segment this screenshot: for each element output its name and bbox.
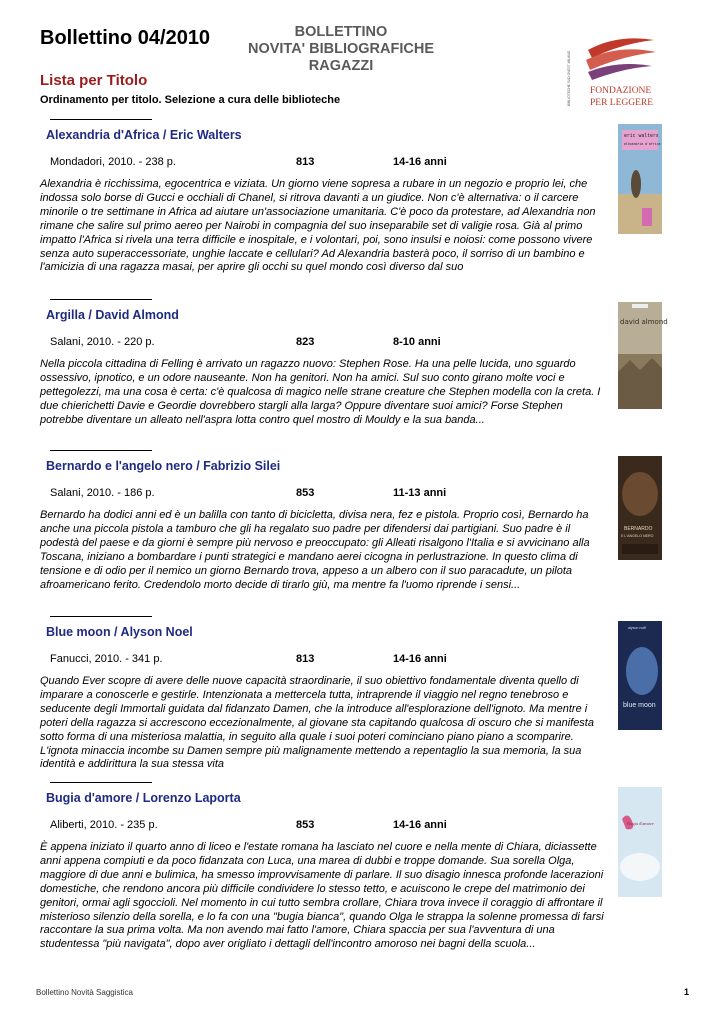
list-subtitle: Ordinamento per titolo. Selezione a cura delle biblioteche — [40, 94, 341, 106]
age-range: 14-16 anni — [393, 156, 447, 168]
publisher-info: Fanucci, 2010. - 341 p. — [50, 653, 163, 665]
publisher-info: Salani, 2010. - 220 p. — [50, 336, 155, 348]
logo-line-2: PER LEGGERE — [590, 98, 654, 108]
classification-code: 813 — [296, 653, 315, 665]
bollettino-line-3: RAGAZZI — [308, 58, 374, 74]
book-description: Nella piccola cittadina di Felling è arrivato un ragazzo nuovo: Stephen Rose. Ha una pelle lucida, uno sguardo ossessivo, ipnotico, e un odore nauseante. Non ha genitori. Non ha amici. Sul suo conto girano molte voci e pettegolezzi, ma una cosa è certa: c'è qualcosa di magico nelle strane creature che Stephen modella con la creta. I due chierichetti Davie e Geordie dovrebbero stargli alla larga? Oppure diventare suoi amici? Forse Stephen potrebbe diventare un alleato nell'aspra lotta contro quel mostro di Mouldy e la sua banda... — [40, 358, 601, 426]
book-title: Bernardo e l'angelo nero / Fabrizio Silei — [46, 459, 281, 473]
bollettino-line-1: BOLLETTINO — [294, 24, 388, 40]
cover-text: E L'ANGELO NERO — [621, 534, 654, 538]
age-range: 14-16 anni — [393, 653, 447, 665]
book-cover — [618, 302, 668, 409]
cover-text: Bugia d'amore — [627, 821, 654, 826]
bollettino-heading — [238, 24, 444, 75]
book-description: È appena iniziato il quarto anno di liceo e l'estate romana ha lasciato nel cuore e nella mente di Chiara, diciassette anni appena compiuti e da poco fidanzata con Luca, una marea di dubbi e troppe domande. Sua sorella Olga, maggiore di due anni e bulimica, ha smesso improvvisamente di parlare. Il suo disagio innesca profonde lacerazioni domestiche, che rendono ancora più difficile condividere lo stesso tetto, e acuiscono le crepe del matrimonio dei genitori, ormai agli sgoccioli. Nel momento in cui tutto sembra crollare, Chiara trova invece il coraggio di affrontare il misterioso silenzio della sorella, e lo fa con una "bugia bianca", quando Olga le strappa la solenne promessa di farsi raccontare la sua prima volta. Ma non avendo mai fatto l'amore, Chiara spaccia per sua l'avventura di una studentessa "più navigata", dopo aver origliato i dettagli dell'incontro amoroso nei bagni della scuola... — [40, 841, 604, 951]
book-description: Alexandria è ricchissima, egocentrica e viziata. Un giorno viene sopresa a rubare in un negozio e proprio lei, che indossa solo borse di Gucci e occhiali di Chanel, si ritrova davanti a un giudice. Non c'è alternativa: o il carcere minorile o tre settimane in Africa ad aiutare un'associazione umanitaria. C'è poco da protestare, ad Alexandria non rimane che salire sul primo aereo per Nairobi in compagnia del suo inseparabile set di valigie rosa. Già al primo impatto l'Africa si rivela una terra difficile e inospitale, e i volontari, poi, sono insulsi e noiosi: come possono vivere senza auto superaccessoriate, unghie laccate e cellulari? Ad Alexandria basterà poco, il sorriso di un bambino e l'amicizia di una ragazza masai, per aprire gli occhi su quel mondo così diverso dal suo — [40, 178, 596, 274]
classification-code: 823 — [296, 336, 315, 348]
book-meta — [40, 819, 606, 833]
book-entry — [40, 616, 606, 772]
bollettino-line-2: NOVITA' BIBLIOGRAFICHE — [247, 41, 435, 57]
book-entry — [40, 299, 606, 428]
cover-text: alyson noël — [628, 626, 647, 630]
book-entry — [40, 450, 606, 592]
book-meta — [40, 336, 606, 350]
classification-code: 853 — [296, 487, 315, 499]
cover-text: david almond — [620, 318, 668, 326]
footer-text: Bollettino Novità Saggistica — [36, 988, 133, 997]
book-description: Quando Ever scopre di avere delle nuove capacità straordinarie, il suo obiettivo fondamentale diventa quello di imparare a conoscerle e gestirle. Intenzionata a mettercela tutta, intraprende il viaggio nel regno tenebroso e seducente degli Immortali guidata dal fidanzato Damen, che la introduce all'esplorazione dell'ignoto. Ma mentre i poteri della ragazza si accrescono eccezionalmente, al giovane sta capitando qualcosa di oscuro che si manifesta sotto forma di una misteriosa malattia, in seguito alla quale i suoi poteri cominciano piano piano a scomparire. L'ignota minaccia incombe su Damen sempre più malignamente mettendo a repentaglio la sua memoria, la sua identità e addirittura la sua stessa vita — [40, 675, 594, 771]
publisher-info: Salani, 2010. - 186 p. — [50, 487, 155, 499]
book-cover — [618, 124, 662, 234]
divider — [50, 299, 152, 300]
age-range: 11-13 anni — [393, 487, 447, 499]
page-number: 1 — [684, 987, 690, 997]
book-cover — [618, 621, 662, 730]
book-meta — [40, 156, 606, 170]
fondazione-per-leggere-logo — [562, 28, 662, 112]
book-entry — [40, 119, 606, 275]
divider — [50, 450, 152, 451]
book-title: Argilla / David Almond — [46, 308, 179, 322]
book-cover — [618, 787, 662, 897]
publisher-info: Aliberti, 2010. - 235 p. — [50, 819, 158, 831]
book-meta — [40, 487, 606, 501]
cover-text: blue moon — [623, 702, 656, 709]
book-title: Blue moon / Alyson Noel — [46, 625, 193, 639]
cover-text: eric walters — [624, 134, 659, 139]
publisher-info: Mondadori, 2010. - 238 p. — [50, 156, 176, 168]
book-meta — [40, 653, 606, 667]
cover-text: BERNARDO — [624, 526, 653, 532]
divider — [50, 782, 152, 783]
book-description: Bernardo ha dodici anni ed è un balilla con tanto di bicicletta, divisa nera, fez e pistola. Proprio così, Bernardo ha anche una piccola pistola a tamburo che gli ha regalato suo padre per difendersi dai partigiani. Suo padre è il podestà del paese e da giorni è sempre più nervoso e preoccupato: gli Alleati risalgono l'Italia e si avvicinano alla Toscana, iniziano a bombardare i punti strategici e mandano aerei cicogna in perlustrazione. In questo clima di tensione e di odio per il nemico un giorno Bernardo trova, appeso a un albero con il suo paracadute, un pilota afroamericano ferito. Credendolo morto decide di tirarlo giù, ma mentre fa l'uomo riprende i sensi... — [40, 509, 590, 591]
logo-vertical-text: BIBLIOTECHE SUD OVEST MILANO — [567, 50, 571, 106]
classification-code: 853 — [296, 819, 315, 831]
age-range: 14-16 anni — [393, 819, 447, 831]
logo-line-1: FONDAZIONE — [590, 86, 652, 96]
age-range: 8-10 anni — [393, 336, 441, 348]
cover-text: alexandria d'africa — [624, 142, 661, 146]
book-entry — [40, 782, 606, 952]
divider — [50, 119, 152, 120]
book-title: Alexandria d'Africa / Eric Walters — [46, 128, 242, 142]
divider — [50, 616, 152, 617]
book-cover — [618, 456, 662, 560]
book-title: Bugia d'amore / Lorenzo Laporta — [46, 791, 241, 805]
classification-code: 813 — [296, 156, 315, 168]
list-title: Lista per Titolo — [40, 72, 148, 89]
page-title: Bollettino 04/2010 — [40, 27, 211, 49]
